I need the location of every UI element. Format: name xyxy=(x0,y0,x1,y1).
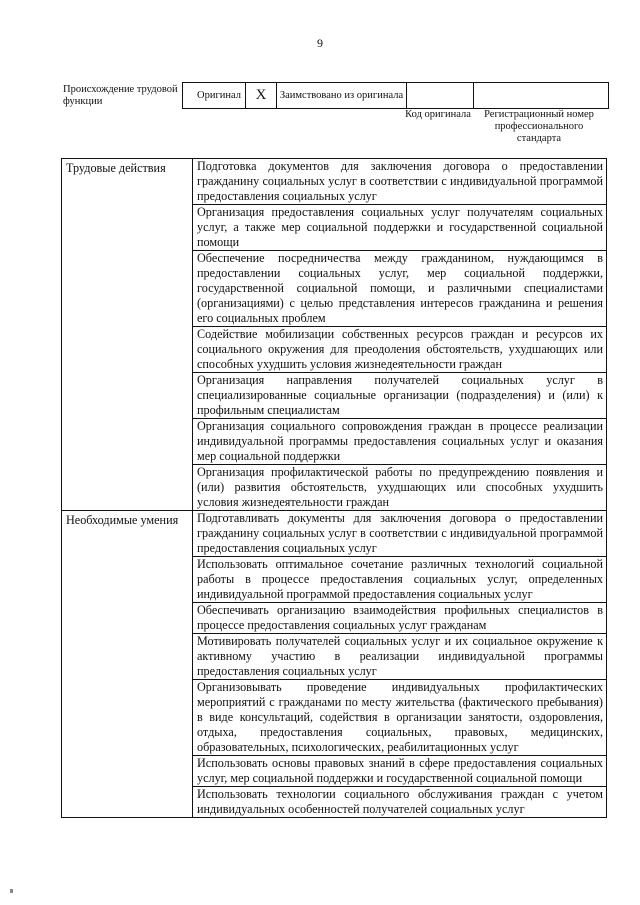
table-cell: Подготавливать документы для заключения договора о предоставлении гражданину социальных услуг в соответствии с индивидуальной программой предоставления социальных услуг xyxy=(193,511,607,557)
scan-artifact xyxy=(10,889,13,893)
code-cell xyxy=(407,83,474,109)
section-label: Трудовые действия xyxy=(62,159,193,511)
table-cell: Использовать основы правовых знаний в сфере предоставления социальных услуг, мер социальной поддержки и государственной социальной помощи xyxy=(193,756,607,787)
table-cell: Содействие мобилизации собственных ресурсов граждан и ресурсов их социального окружения для преодоления обстоятельств, ухудшающих или способных ухудшить условия жизнедеятельности граждан xyxy=(193,327,607,373)
reg-number-cell xyxy=(474,83,609,109)
origin-table xyxy=(182,82,609,109)
table-cell: Организация направления получателей социальных услуг в специализированные социальные организации (подразделения) и (или) к профильным специалистам xyxy=(193,373,607,419)
table-cell: Обеспечивать организацию взаимодействия профильных специалистов в процессе предоставления социальных услуг гражданам xyxy=(193,603,607,634)
reg-number-caption: Регистрационный номер профессионального стандарта xyxy=(484,109,594,144)
table-cell: Организация предоставления социальных услуг получателям социальных услуг, а также мер социальной поддержки и государственной социальной помощи xyxy=(193,205,607,251)
table-cell: Мотивировать получателей социальных услуг и их социальное окружение к активному участию в реализации индивидуальной программы предоставления социальных услуг xyxy=(193,634,607,680)
table-cell: Подготовка документов для заключения договора о предоставлении гражданину социальных услуг в соответствии с индивидуальной программой предоставления социальных услуг xyxy=(193,159,607,205)
code-caption: Код оригинала xyxy=(405,109,471,120)
section-label: Необходимые умения xyxy=(62,511,193,818)
table-cell: Обеспечение посредничества между гражданином, нуждающимся в предоставлении социальных услуг, мер социальной поддержки, государственной социальной помощи, и различными специалистами (организациями) с целью представления интересов гражданина и решения его социальных проблем xyxy=(193,251,607,327)
table-cell: Использовать технологии социального обслуживания граждан с учетом индивидуальных особенностей получателей социальных услуг xyxy=(193,787,607,818)
page-number: 9 xyxy=(317,36,323,50)
origin-label: Происхождение трудовой функции xyxy=(63,84,178,107)
table-cell: Организация социального сопровождения граждан в процессе реализации индивидуальной программы предоставления социальных услуг и оказания мер социальной поддержки xyxy=(193,419,607,465)
table-cell: Использовать оптимальное сочетание различных технологий социальной работы в процессе предоставления социальных услуг, определенных индивидуальной программой предоставления социальных услуг xyxy=(193,557,607,603)
original-mark: X xyxy=(246,83,277,109)
borrowed-label: Заимствовано из оригинала xyxy=(277,83,407,109)
function-table xyxy=(61,158,607,818)
table-cell: Организация профилактической работы по предупреждению появления и (или) развития обстоятельств, ухудшающих или способных ухудшить условия жизнедеятельности граждан xyxy=(193,465,607,511)
table-row xyxy=(62,159,607,205)
table-cell: Организовывать проведение индивидуальных профилактических мероприятий с гражданами по месту жительства (фактического пребывания) в виде консультаций, содействия в организации занятости, оздоровления, отдыха, предоставления социальных, правовых, медицинских, образовательных, психологических, реабилитационных услуг xyxy=(193,680,607,756)
original-label: Оригинал xyxy=(183,83,246,109)
table-row xyxy=(62,511,607,557)
